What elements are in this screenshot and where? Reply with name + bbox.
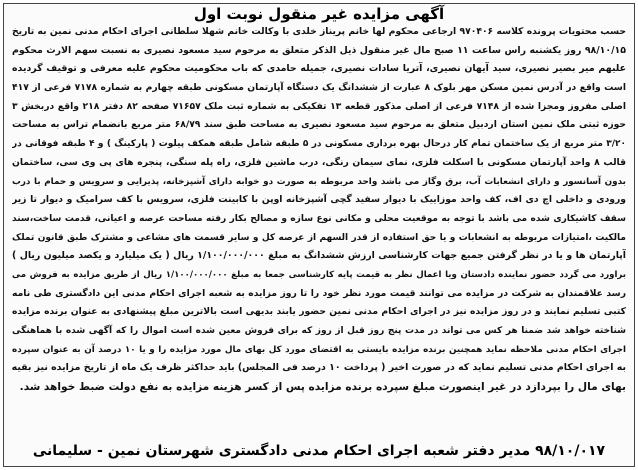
notice-line: کتبی تسلیم نمایند و در روز مزایده نیز در اجرای احکام مدنی نمین حضور یابند بدیهی است بالاترین مبلغ پیشنهادی به عنوان برنده مزایده xyxy=(12,306,626,318)
notice-line: علیهم میر بصیر نصیری، سید آیهان نصیری، آتریا سادات نصیری، جمیله حامدی که باب محکومیت محکوم علیه معرفی و توقیف گردیده xyxy=(12,63,626,75)
notice-line: بدون آسانسور و دارای انشعابات آب، برق وگاز می باشد واحد مربوطه به صورت دو خوابه دارای آشپزخانه، پذیرایی و سرویس و حمام با درب xyxy=(12,176,626,187)
notice-line: به اجرای احکام مدنی تسلیم نماید که در صورت اخیر ( پرداخت ۱۰ درصد فی المجلس) باید حداکثر ظرف یک ماه از تاریخ مزایده نیز بقیه xyxy=(12,362,626,374)
notice-line: شناخته خواهد شد ضمنا هر کس می تواند در مدت پنج روز قبل از روز که برای فروش معین شده است اموال را که آگهی شده با هماهنگی xyxy=(12,326,626,336)
notice-line: آپارتمان ها و یا در نظر گرفتن جمیع جهات کارشناسی ارزش ششدانگ به مبلغ ۱/۱۰۰/۰۰۰/۰۰۰ ریال ( یک میلیارد و یکصد میلیون ریال ) xyxy=(12,250,626,262)
notice-line: بهای مال را بپردازد در غیر اینصورت مبلغ سپرده برنده مزایده پس از کسر هزینه مزایده به نفع دولت ضبط خواهد شد. xyxy=(19,381,626,394)
notice-line: سقف کاشیکاری شده می باشد با توجه به موقعیت محلی و مکانی نوع سازه و مصالح بکار رفته مساحت عرصه و اعیانی، قدمت ساخت،سند xyxy=(12,213,626,224)
notice-line: ۳/۲۰ متر مربع از یک ساختمان تمام کار درحال بهره برداری مسکونی در ۵ طبقه شامل طبقه همکف پیلوت ( پارکینگ ) و ۴ طبقه فوقانی در xyxy=(12,139,626,150)
notice-line: است واقع در آدرس نمین مسکن مهر بلوک ۸ عبارت از ششدانگ یک دستگاه آپارتمان مسکونی طبقه چهارم به شماره ۷۱۷۸ فرعی از ۴۱۷ xyxy=(12,82,626,94)
notice-line: اجرای احکام مدنی ملاحظه نماید همچنین برنده مزایده بایستی به اقتضای مورد کل بهای مال مورد مزایده را و یا ۱۰ درصد آن به عنوان سپرده xyxy=(12,344,626,355)
notice-line: ورودی و داخلی اچ دی اف، کف واحد موزاییک با دیوار سفید گچی آشپزخانه اوپن با کابینت فلزی، سرویس با کف سرامیک و دیوار تا زیر xyxy=(12,194,626,206)
notice-line: حوزه ثبتی ملک نمین استان اردبیل متعلق به مرحوم سید مسعود نصیری به مساحت طبق سند ۶۸/۷۹ متر مربع بانضمام تراس به مساحت xyxy=(12,119,626,131)
notice-title: آگهی مزایده غیر منقول نوبت اول xyxy=(193,5,445,23)
notice-footer-signature: ۹۸/۱۰/۰۱۷ مدیر دفتر شعبه اجرای احکام مدنی دادگستری شهرستان نمین - سلیمانی xyxy=(32,443,606,459)
auction-notice xyxy=(3,3,635,467)
notice-line: براورد می گردد حضور نماینده دادستان ویا اعمال نظر به قیمت پایه کارشناسی جمعا به مبلغ ۱/۱۰۰/۰۰۰/۰۰۰ ریال از طریق مزایده به فروش می xyxy=(12,269,626,280)
notice-line: ۹۸/۱۰/۱۵ روز یکشنبه راس ساعت ۱۱ صبح مال غیر منقول ذیل الذکر متعلق به مرحوم سید مسعود نصیری به نسبت سهم الارث محکوم xyxy=(12,44,626,56)
notice-line: مالکیت ،امتیازات مربوطه به انشعابات و یا حق استفاده از قدر السهم از عرصه کل و سایر قسمت های مشاعی و مشترک طبق قانون تملک xyxy=(12,232,626,243)
notice-body xyxy=(12,23,626,397)
notice-line: قالب ۸ واحد آپارتمان مسکونی با اسکلت فلزی، نمای سیمان رنگی، درب ماشین فلزی، راه پله سنگی، پنجره های پی وی سی، ساختمان xyxy=(12,156,626,168)
notice-line: اصلی مفروز ومجزا شده از ۷۱۴۸ فرعی از اصلی مذکور قطعه ۱۳ تفکیکی به شماره ثبت ملک ۷۱۶۵۷ صفحه ۸۲ دفتر ۲۱۸ واقع دربخش ۳ xyxy=(12,100,626,112)
notice-line: رسد علاقمندان به شرکت در مزایده می توانند قیمت مورد نظر خود را تا روز مزایده به شعبه اجرای احکام مدنی این دادگستری طی نامه xyxy=(12,287,626,299)
notice-line: حسب محتویات پرونده کلاسه ۹۷۰۴۰۶ ارجاعی محکوم لها خانم پریناز خلدی با وکالت خانم شهلا سلطانی اجرای احکام مدنی نمین به تاریخ xyxy=(12,26,626,37)
